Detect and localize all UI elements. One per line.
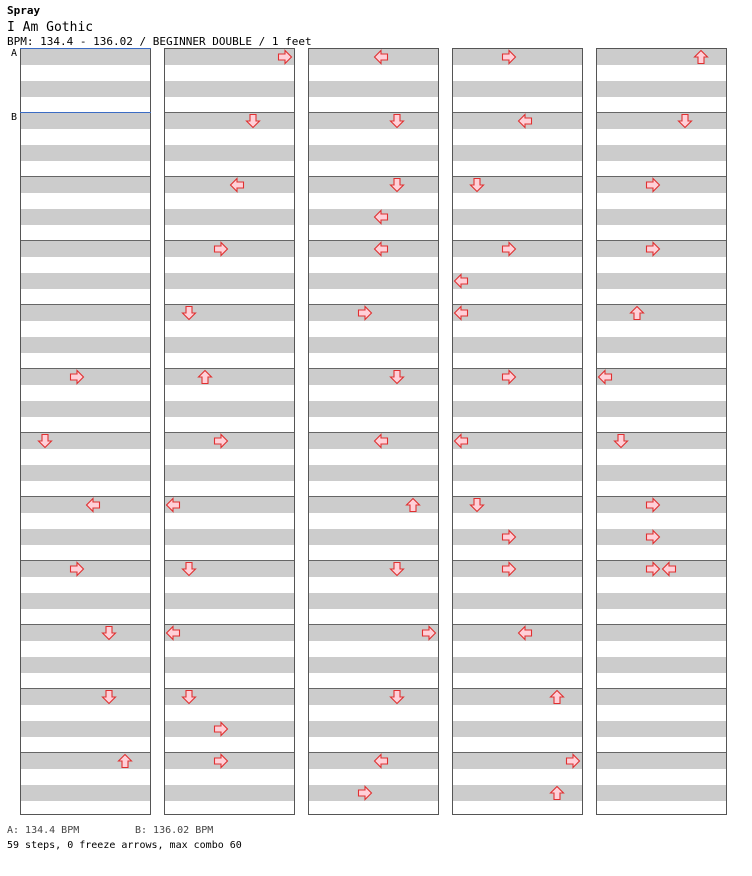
beat-stripe: [453, 401, 582, 417]
arrow-down-icon: [101, 625, 117, 641]
beat-stripe: [597, 465, 726, 481]
measure-line: [165, 368, 294, 369]
arrow-up-icon: [693, 49, 709, 65]
beat-stripe: [597, 209, 726, 225]
arrow-right-icon: [501, 369, 517, 385]
beat-stripe: [453, 561, 582, 577]
arrow-down-icon: [469, 177, 485, 193]
beat-stripe: [21, 465, 150, 481]
arrow-right-icon: [213, 241, 229, 257]
beat-stripe: [21, 657, 150, 673]
arrow-right-icon: [501, 241, 517, 257]
beat-stripe: [597, 785, 726, 801]
arrow-left-icon: [373, 753, 389, 769]
beat-stripe: [597, 625, 726, 641]
beat-stripe: [597, 337, 726, 353]
arrow-right-icon: [501, 49, 517, 65]
arrow-right-icon: [645, 561, 661, 577]
beat-stripe: [597, 593, 726, 609]
chart-column: [596, 48, 727, 815]
arrow-left-icon: [453, 305, 469, 321]
beat-stripe: [165, 785, 294, 801]
measure-line: [165, 624, 294, 625]
beat-stripe: [165, 241, 294, 257]
beat-stripe: [597, 657, 726, 673]
arrow-right-icon: [69, 561, 85, 577]
beat-stripe: [165, 369, 294, 385]
arrow-left-icon: [229, 177, 245, 193]
beat-stripe: [453, 305, 582, 321]
beat-stripe: [165, 753, 294, 769]
beat-stripe: [21, 113, 150, 129]
arrow-left-icon: [165, 497, 181, 513]
bpm-a-legend: A: 134.4 BPM: [7, 825, 80, 836]
beat-stripe: [453, 753, 582, 769]
arrow-left-icon: [373, 241, 389, 257]
arrow-right-icon: [69, 369, 85, 385]
measure-line: [309, 304, 438, 305]
beat-stripe: [597, 177, 726, 193]
chart-column: [308, 48, 439, 815]
arrow-left-icon: [165, 625, 181, 641]
beat-stripe: [309, 145, 438, 161]
step-stats: 59 steps, 0 freeze arrows, max combo 60: [7, 840, 242, 851]
chart-column: [20, 48, 151, 815]
arrow-right-icon: [565, 753, 581, 769]
beat-stripe: [165, 81, 294, 97]
measure-line: [453, 368, 582, 369]
measure-line: [597, 240, 726, 241]
beat-stripe: [21, 305, 150, 321]
beat-stripe: [21, 721, 150, 737]
beat-stripe: [309, 369, 438, 385]
beat-stripe: [165, 209, 294, 225]
beat-stripe: [309, 593, 438, 609]
arrow-up-icon: [405, 497, 421, 513]
beat-stripe: [165, 721, 294, 737]
beat-stripe: [597, 113, 726, 129]
measure-line: [597, 688, 726, 689]
bpm-change-line: [20, 112, 151, 113]
arrow-left-icon: [85, 497, 101, 513]
beat-stripe: [21, 337, 150, 353]
measure-line: [21, 304, 150, 305]
arrow-right-icon: [213, 433, 229, 449]
beat-stripe: [453, 369, 582, 385]
beat-stripe: [165, 593, 294, 609]
chart-column: [164, 48, 295, 815]
beat-stripe: [597, 401, 726, 417]
arrow-right-icon: [645, 497, 661, 513]
measure-line: [597, 112, 726, 113]
arrow-up-icon: [629, 305, 645, 321]
beat-stripe: [165, 337, 294, 353]
chart-column: [452, 48, 583, 815]
arrow-left-icon: [373, 433, 389, 449]
arrow-down-icon: [101, 689, 117, 705]
beat-stripe: [453, 209, 582, 225]
beat-stripe: [309, 657, 438, 673]
beat-stripe: [597, 273, 726, 289]
beat-stripe: [597, 529, 726, 545]
beat-stripe: [309, 401, 438, 417]
measure-line: [309, 560, 438, 561]
beat-stripe: [21, 593, 150, 609]
beat-stripe: [597, 145, 726, 161]
arrow-right-icon: [421, 625, 437, 641]
measure-line: [597, 304, 726, 305]
arrow-right-icon: [213, 721, 229, 737]
arrow-up-icon: [549, 785, 565, 801]
beat-stripe: [165, 273, 294, 289]
beat-stripe: [309, 113, 438, 129]
arrow-down-icon: [469, 497, 485, 513]
arrow-left-icon: [517, 113, 533, 129]
arrow-down-icon: [245, 113, 261, 129]
beat-stripe: [597, 721, 726, 737]
measure-line: [453, 752, 582, 753]
arrow-left-icon: [453, 273, 469, 289]
beat-stripe: [309, 273, 438, 289]
arrow-down-icon: [181, 561, 197, 577]
beat-stripe: [21, 273, 150, 289]
beat-stripe: [453, 241, 582, 257]
arrow-right-icon: [645, 177, 661, 193]
beat-stripe: [165, 49, 294, 65]
arrow-down-icon: [389, 689, 405, 705]
beat-stripe: [309, 721, 438, 737]
arrow-right-icon: [357, 785, 373, 801]
arrow-left-icon: [517, 625, 533, 641]
arrow-right-icon: [501, 529, 517, 545]
measure-line: [21, 560, 150, 561]
beat-stripe: [165, 113, 294, 129]
arrow-left-icon: [597, 369, 613, 385]
beat-stripe: [453, 593, 582, 609]
measure-line: [21, 368, 150, 369]
beat-stripe: [165, 529, 294, 545]
arrow-down-icon: [613, 433, 629, 449]
beat-stripe: [309, 177, 438, 193]
beat-stripe: [453, 145, 582, 161]
arrow-right-icon: [277, 49, 293, 65]
arrow-down-icon: [677, 113, 693, 129]
measure-line: [597, 176, 726, 177]
beat-stripe: [309, 625, 438, 641]
arrow-up-icon: [197, 369, 213, 385]
beat-stripe: [21, 561, 150, 577]
beat-stripe: [21, 209, 150, 225]
beat-stripe: [309, 465, 438, 481]
beat-stripe: [21, 689, 150, 705]
beat-stripe: [165, 625, 294, 641]
arrow-down-icon: [389, 561, 405, 577]
beat-stripe: [453, 529, 582, 545]
measure-line: [165, 432, 294, 433]
measure-line: [309, 176, 438, 177]
measure-line: [453, 560, 582, 561]
beat-stripe: [597, 497, 726, 513]
beat-stripe: [453, 657, 582, 673]
measure-line: [165, 112, 294, 113]
beat-stripe: [21, 49, 150, 65]
measure-line: [309, 368, 438, 369]
beat-stripe: [453, 465, 582, 481]
beat-stripe: [309, 81, 438, 97]
bpm-marker-label: B: [11, 112, 18, 123]
beat-stripe: [453, 273, 582, 289]
beat-stripe: [453, 81, 582, 97]
beat-stripe: [165, 497, 294, 513]
beat-stripe: [165, 401, 294, 417]
beat-stripe: [453, 721, 582, 737]
beat-stripe: [165, 145, 294, 161]
beat-stripe: [309, 305, 438, 321]
arrow-left-icon: [453, 433, 469, 449]
beat-stripe: [21, 785, 150, 801]
beat-stripe: [453, 433, 582, 449]
measure-line: [453, 432, 582, 433]
measure-line: [21, 240, 150, 241]
beat-stripe: [165, 433, 294, 449]
beat-stripe: [309, 689, 438, 705]
arrow-down-icon: [181, 689, 197, 705]
measure-line: [309, 624, 438, 625]
arrow-right-icon: [213, 753, 229, 769]
measure-line: [21, 176, 150, 177]
bpm-change-line: [20, 48, 151, 49]
beat-stripe: [597, 305, 726, 321]
arrow-right-icon: [645, 241, 661, 257]
arrow-left-icon: [661, 561, 677, 577]
measure-line: [165, 752, 294, 753]
beat-stripe: [21, 145, 150, 161]
arrow-down-icon: [389, 177, 405, 193]
bpm-b-legend: B: 136.02 BPM: [135, 825, 214, 836]
arrow-right-icon: [501, 561, 517, 577]
beat-stripe: [597, 369, 726, 385]
bpm-marker-label: A: [11, 48, 18, 59]
beat-stripe: [309, 785, 438, 801]
beat-stripe: [453, 49, 582, 65]
beat-stripe: [21, 177, 150, 193]
arrow-left-icon: [373, 49, 389, 65]
beat-stripe: [165, 657, 294, 673]
measure-line: [597, 496, 726, 497]
measure-line: [21, 688, 150, 689]
measure-line: [165, 496, 294, 497]
beat-stripe: [21, 241, 150, 257]
measure-line: [453, 240, 582, 241]
beat-stripe: [21, 529, 150, 545]
measure-line: [597, 624, 726, 625]
arrow-down-icon: [37, 433, 53, 449]
beat-stripe: [21, 625, 150, 641]
arrow-right-icon: [645, 529, 661, 545]
beat-stripe: [597, 753, 726, 769]
beat-stripe: [21, 369, 150, 385]
measure-line: [597, 752, 726, 753]
arrow-left-icon: [373, 209, 389, 225]
beat-stripe: [597, 81, 726, 97]
measure-line: [309, 112, 438, 113]
arrow-down-icon: [389, 113, 405, 129]
measure-line: [597, 368, 726, 369]
song-title: I Am Gothic: [7, 20, 94, 35]
beat-stripe: [165, 465, 294, 481]
beat-stripe: [309, 529, 438, 545]
measure-line: [309, 688, 438, 689]
beat-stripe: [309, 561, 438, 577]
arrow-right-icon: [357, 305, 373, 321]
measure-line: [165, 240, 294, 241]
chart-info: BPM: 134.4 - 136.02 / BEGINNER DOUBLE / 1 feet: [7, 35, 312, 48]
beat-stripe: [21, 81, 150, 97]
artist-label: Spray: [7, 4, 41, 17]
beat-stripe: [309, 337, 438, 353]
measure-line: [453, 304, 582, 305]
beat-stripe: [453, 337, 582, 353]
arrow-down-icon: [389, 369, 405, 385]
arrow-up-icon: [117, 753, 133, 769]
measure-line: [21, 624, 150, 625]
arrow-down-icon: [181, 305, 197, 321]
beat-stripe: [597, 241, 726, 257]
arrow-up-icon: [549, 689, 565, 705]
beat-stripe: [21, 401, 150, 417]
beat-stripe: [597, 689, 726, 705]
